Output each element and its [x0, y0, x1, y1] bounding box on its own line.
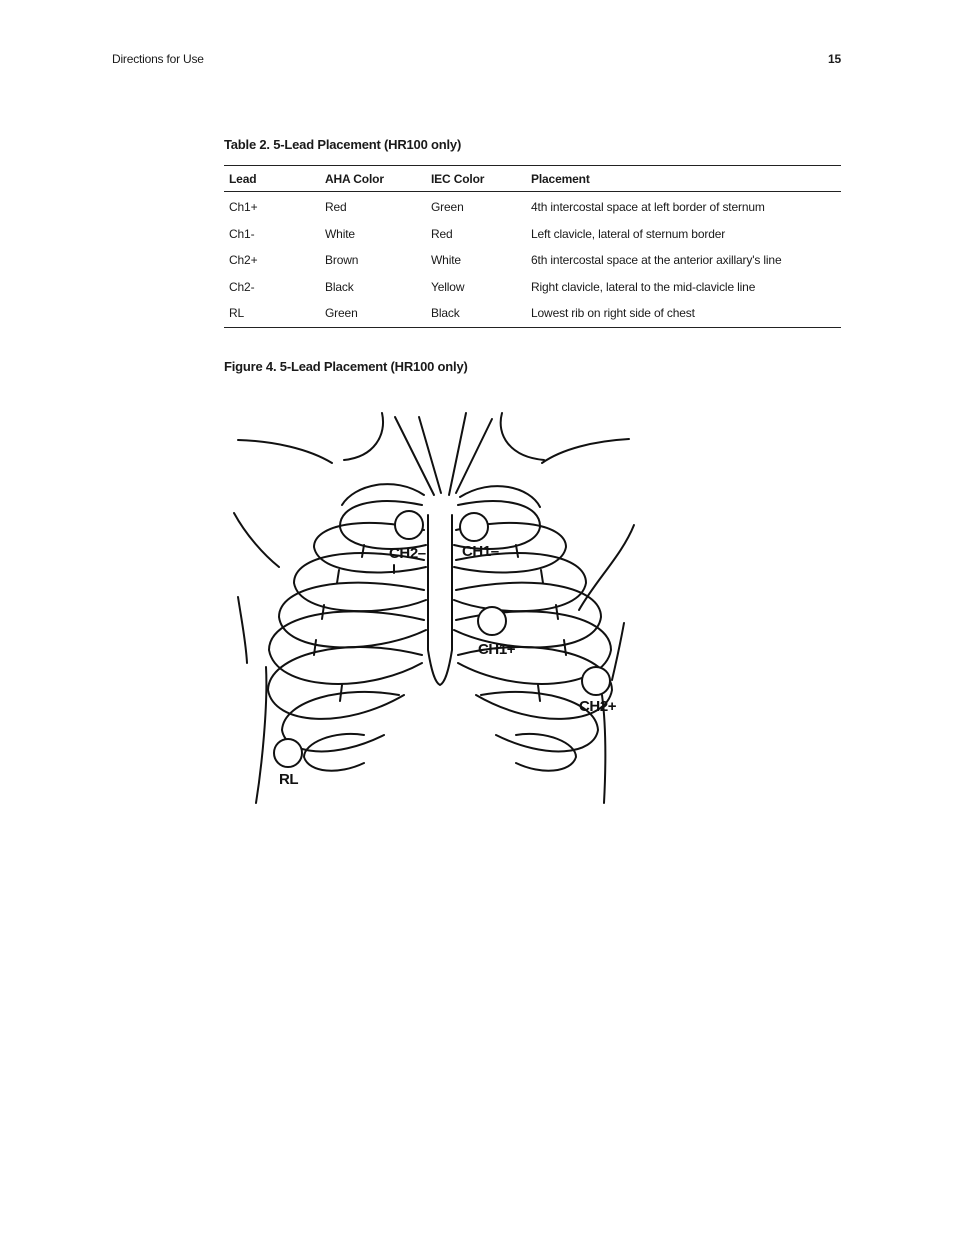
- aha-color-cell: White: [325, 226, 355, 241]
- neck-outline-right: [501, 413, 544, 460]
- iec-color-cell: Yellow: [431, 279, 465, 294]
- placement-cell: Lowest rib on right side of chest: [526, 300, 841, 327]
- shoulder-line-left: [238, 440, 332, 463]
- table-row: [224, 274, 841, 301]
- neck-muscle-left: [395, 417, 434, 495]
- table-row: [224, 192, 841, 221]
- aha-color-cell: Black: [325, 279, 354, 294]
- column-header-placement: Placement: [526, 166, 841, 192]
- placement-cell: Right clavicle, lateral to the mid-clavicle line: [531, 279, 756, 294]
- table-header-row: [224, 166, 841, 192]
- label-ch1-minus: CH1–: [462, 543, 499, 560]
- electrode-rl: [274, 739, 302, 767]
- lead-placement-table: [224, 165, 841, 328]
- column-header-iec-color: IEC Color: [426, 166, 526, 192]
- document-title: Directions for Use: [112, 52, 204, 66]
- table-caption: Table 2. 5-Lead Placement (HR100 only): [224, 137, 462, 152]
- electrode-ch1-plus: [478, 607, 506, 635]
- iec-color-cell: Green: [431, 200, 464, 215]
- neck-outline-left: [344, 413, 383, 460]
- rib-right-8: [516, 734, 576, 771]
- neck-muscle-right: [449, 413, 466, 495]
- iec-color-cell: Black: [426, 300, 526, 327]
- rib-cage-illustration: [224, 405, 644, 810]
- table-row: [224, 247, 841, 274]
- column-header-aha-color: AHA Color: [320, 166, 426, 192]
- label-ch2-minus: CH2–: [389, 545, 426, 562]
- label-ch1-plus: CH1+: [478, 641, 516, 658]
- aha-color-cell: Brown: [325, 253, 359, 268]
- lead-cell: RL: [224, 300, 320, 327]
- left-lower-body: [256, 667, 266, 803]
- rib-left-8: [304, 734, 364, 771]
- cartilage-marks: [314, 545, 566, 701]
- placement-cell: Left clavicle, lateral of sternum border: [531, 226, 726, 241]
- neck-muscle-left-inner: [419, 417, 441, 493]
- sternum: [428, 515, 452, 685]
- iec-color-cell: White: [431, 253, 461, 268]
- table-row: [224, 300, 841, 327]
- placement-cell: 4th intercostal space at left border of sternum: [531, 200, 765, 215]
- column-header-lead: Lead: [224, 166, 320, 192]
- aha-color-cell: Red: [325, 200, 347, 215]
- lead-cell: Ch2-: [229, 279, 255, 294]
- lead-cell: Ch1+: [229, 200, 258, 215]
- electrode-ch2-minus: [395, 511, 423, 539]
- electrode-ch2-plus: [582, 667, 610, 695]
- iec-color-cell: Red: [431, 226, 453, 241]
- neck-muscle-right-inner: [456, 419, 492, 493]
- body-side-left-upper: [234, 513, 279, 567]
- lead-cell: Ch2+: [229, 253, 258, 268]
- label-ch2-plus: CH2+: [579, 698, 617, 715]
- shoulder-line-right: [542, 439, 629, 463]
- label-rl: RL: [279, 771, 299, 788]
- electrode-ch1-minus: [460, 513, 488, 541]
- electrode-placement-figure: [224, 405, 644, 810]
- table-row: [224, 221, 841, 248]
- body-side-right-lower: [612, 623, 624, 680]
- body-side-left-lower: [238, 597, 247, 663]
- running-header: [112, 52, 841, 70]
- lead-cell: Ch1-: [229, 226, 255, 241]
- page-number: 15: [828, 52, 841, 66]
- placement-cell: 6th intercostal space at the anterior axillary's line: [531, 253, 782, 268]
- figure-caption: Figure 4. 5-Lead Placement (HR100 only): [224, 359, 468, 374]
- aha-color-cell: Green: [320, 300, 426, 327]
- clavicle-right: [460, 486, 540, 507]
